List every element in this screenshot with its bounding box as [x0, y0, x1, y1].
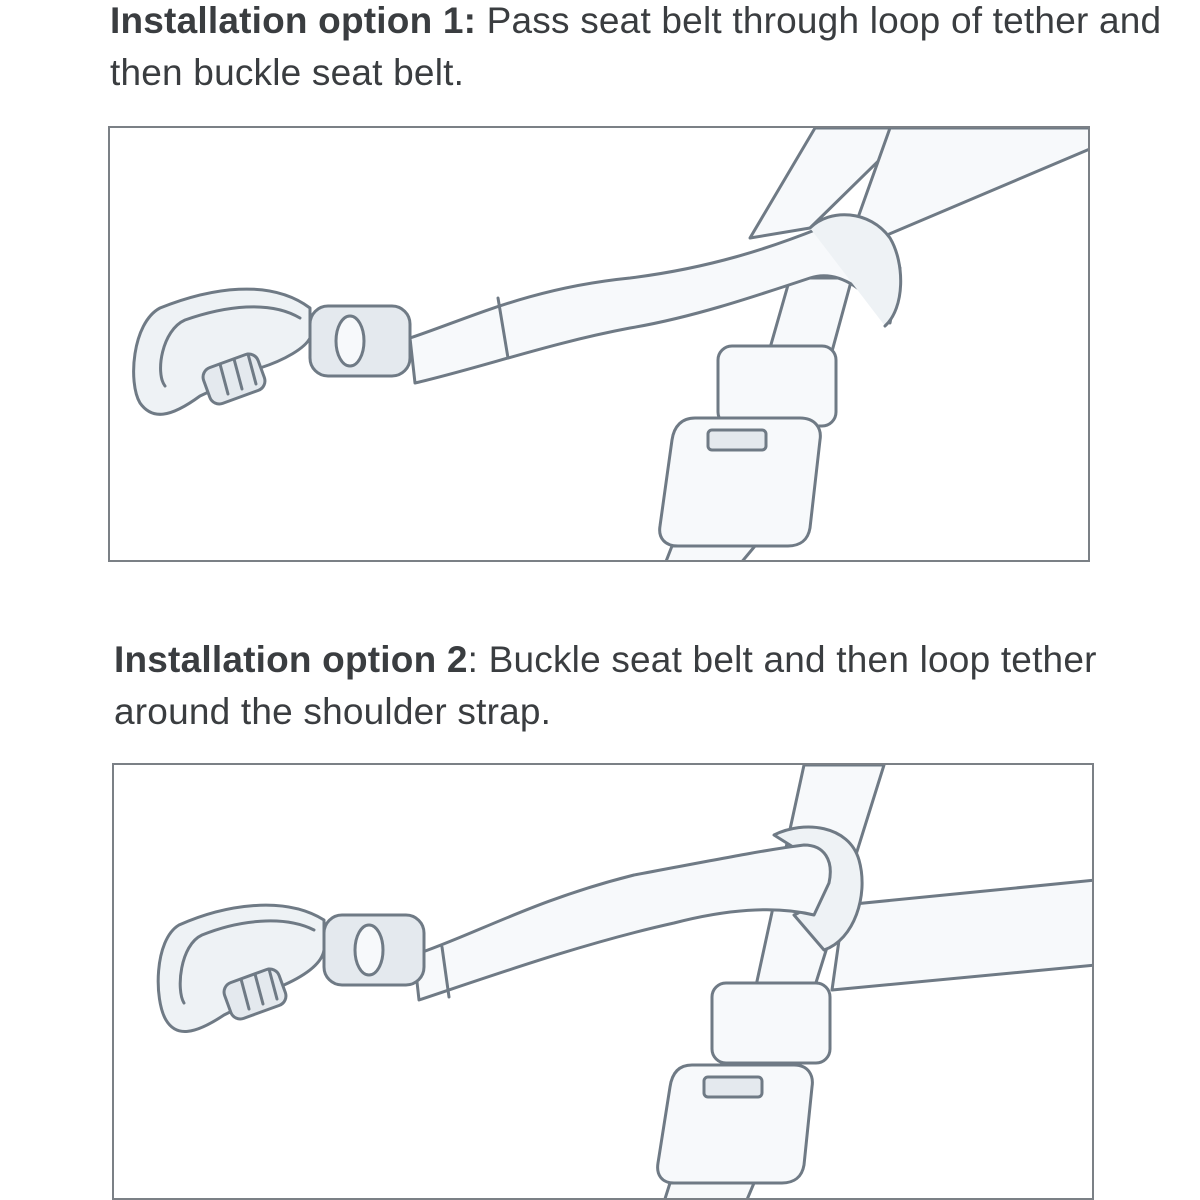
- option-2-text: : Buckle seat belt and then loop tether around the shoulder strap.: [114, 639, 1097, 732]
- option-2-caption: [114, 634, 1174, 738]
- option-2-heading: Installation option 2: [114, 639, 468, 680]
- belt-slider: [712, 983, 830, 1063]
- option-1-illustration: [108, 126, 1090, 562]
- belt-slider: [718, 346, 836, 426]
- option-1-text: Pass seat belt through loop of tether and then buckle seat belt.: [110, 0, 1162, 93]
- option-1-caption: [110, 0, 1170, 99]
- seat-belt-tether-illustration-1: [110, 128, 1090, 562]
- option-1-heading: Installation option 1:: [110, 0, 477, 41]
- seat-belt-tether-illustration-2: [114, 765, 1094, 1200]
- lap-belt-strap: [832, 880, 1094, 990]
- option-2-illustration: [112, 763, 1094, 1200]
